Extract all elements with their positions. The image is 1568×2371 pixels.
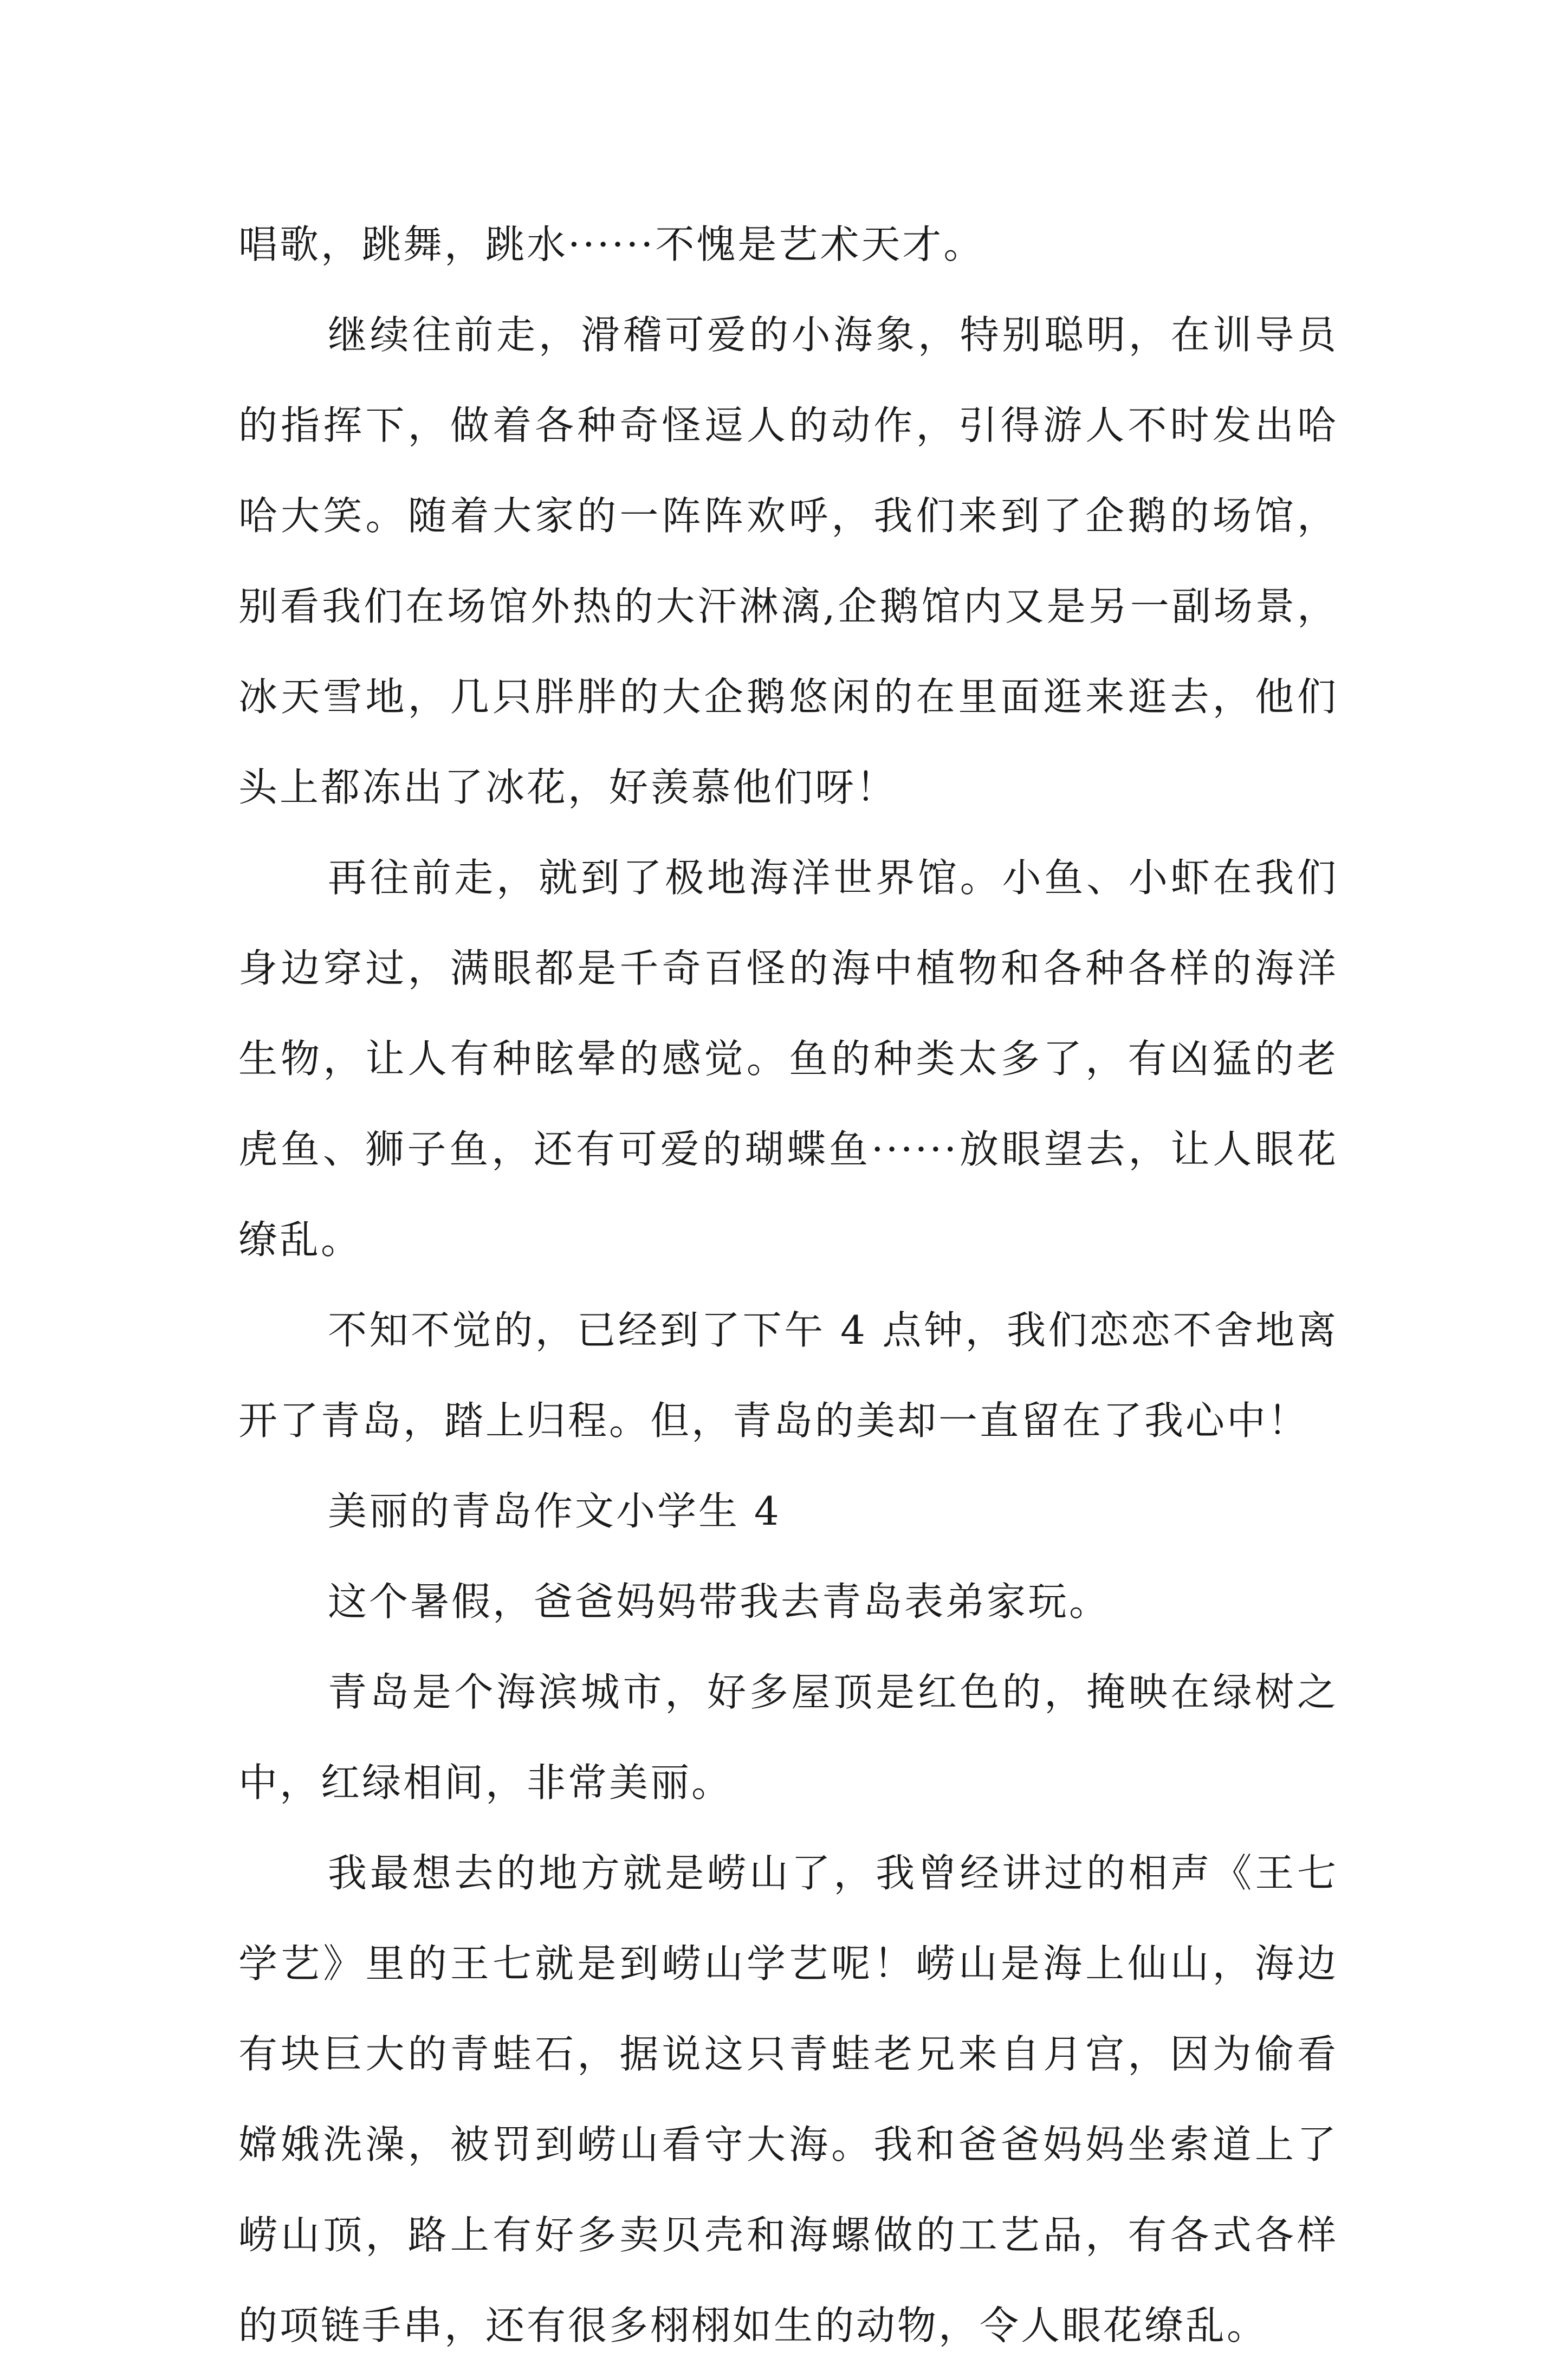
paragraph-walrus-penguin: 继续往前走，滑稽可爱的小海象，特别聪明，在训导员的指挥下，做着各种奇怪逗人的动作，引得游人不时发出哈哈大笑。随着大家的一阵阵欢呼，我们来到了企鹅的场馆，别看我们在场馆外热的大汗淋漓,企鹅馆内又是另一副场景，冰天雪地，几只胖胖的大企鹅悠闲的在里面逛来逛去，他们头上都冻出了冰花，好羡慕他们呀！ bbox=[238, 312, 1338, 810]
paragraph-departure: 不知不觉的，已经到了下午 4 点钟，我们恋恋不舍地离开了青岛，踏上归程。但，青岛的美却一直留在了我心中！ bbox=[238, 1307, 1338, 1443]
paragraph-ocean-world: 再往前走，就到了极地海洋世界馆。小鱼、小虾在我们身边穿过，满眼都是千奇百怪的海中植物和各种各样的海洋生物，让人有种眩晕的感觉。鱼的种类太多了，有凶猛的老虎鱼、狮子鱼，还有可爱的瑚蝶鱼······放眼望去，让人眼花缭乱。 bbox=[238, 855, 1338, 1262]
paragraph-laoshan: 我最想去的地方就是崂山了，我曾经讲过的相声《王七学艺》里的王七就是到崂山学艺呢！崂山是海上仙山，海边有块巨大的青蛙石，据说这只青蛙老兄来自月宫，因为偷看嫦娥洗澡，被罚到崂山看守大海。我和爸爸妈妈坐索道上了崂山顶，路上有好多卖贝壳和海螺做的工艺品，有各式各样的项链手串，还有很多栩栩如生的动物，令人眼花缭乱。 bbox=[238, 1850, 1338, 2348]
document-body bbox=[238, 199, 1338, 2371]
paragraph-city: 青岛是个海滨城市，好多屋顶是红色的，掩映在绿树之中，红绿相间，非常美丽。 bbox=[238, 1669, 1338, 1805]
paragraph-summer-trip: 这个暑假，爸爸妈妈带我去青岛表弟家玩。 bbox=[328, 1579, 1111, 1624]
paragraph-continuation: 唱歌，跳舞，跳水······不愧是艺术天才。 bbox=[238, 222, 985, 267]
essay-heading: 美丽的青岛作文小学生 4 bbox=[328, 1488, 781, 1534]
